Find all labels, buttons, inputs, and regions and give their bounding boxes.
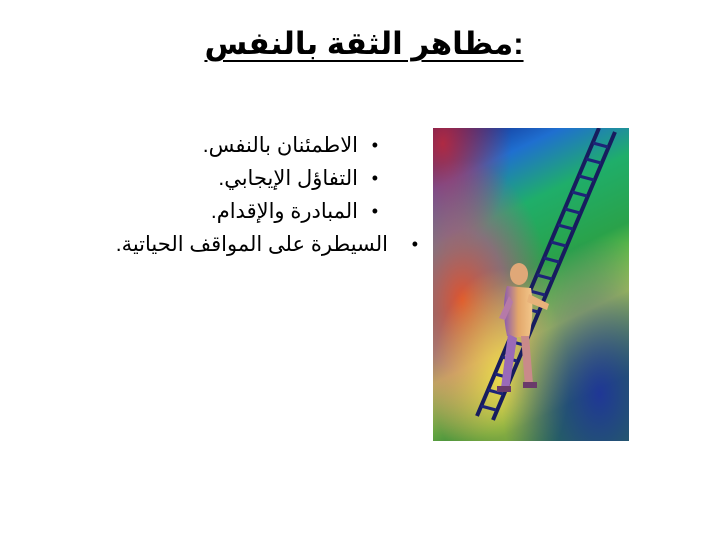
ladder-climber-image xyxy=(433,128,629,441)
bullet-text: المبادرة والإقدام. xyxy=(210,200,358,223)
bullet-marker: • xyxy=(411,234,418,254)
bullet-text: الاطمئنان بالنفس. xyxy=(202,134,358,157)
slide-title-text: :مظاهر الثقة بالنفس xyxy=(204,26,524,61)
slide-title xyxy=(150,22,578,66)
bullet-item xyxy=(100,130,390,161)
bullet-item xyxy=(100,229,418,260)
bullet-item xyxy=(100,196,390,227)
bullet-text: التفاؤل الإيجابي. xyxy=(218,167,358,190)
ladder-climber-illustration xyxy=(433,128,629,441)
bullet-item xyxy=(100,163,390,194)
bullet-text: السيطرة على المواقف الحياتية. xyxy=(115,233,388,256)
bullet-marker: • xyxy=(371,135,378,155)
bullet-list xyxy=(100,130,418,262)
bullet-marker: • xyxy=(371,168,378,188)
bullet-marker: • xyxy=(371,201,378,221)
